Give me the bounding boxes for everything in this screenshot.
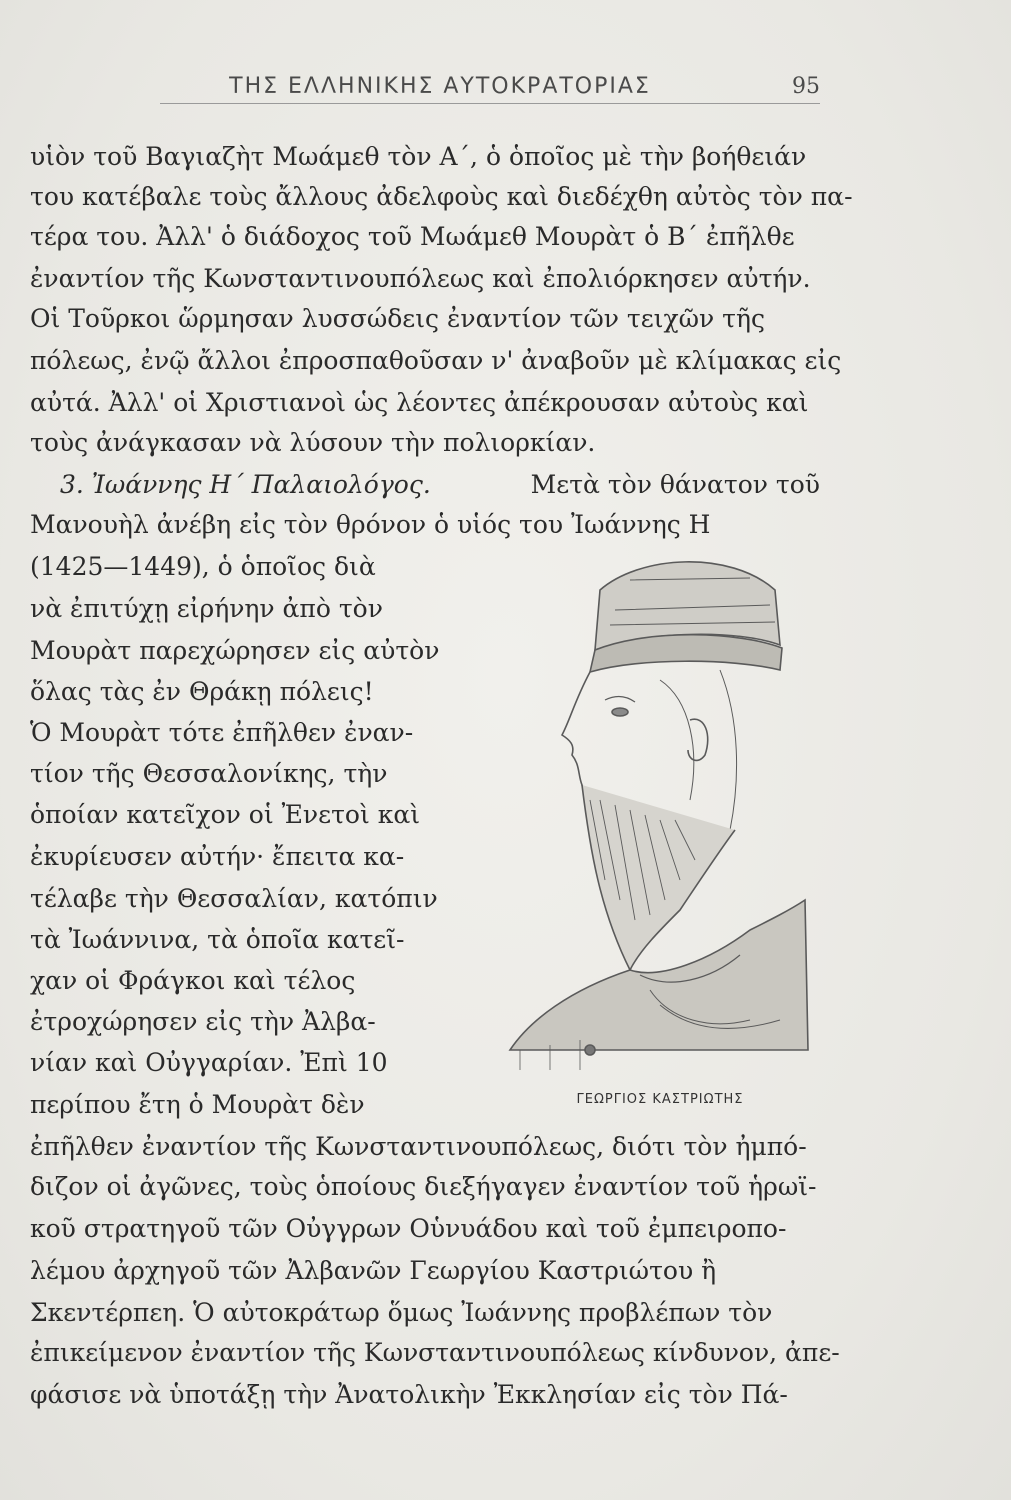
text-line: αὐτά. Ἀλλ' οἱ Χριστιανοὶ ὡς λέοντες ἀπέκρουσαν αὐτοὺς καὶ <box>30 388 809 417</box>
text-line: φάσισε νὰ ὑποτάξῃ τὴν Ἀνατολικὴν Ἐκκλησίαν εἰς τὸν Πά- <box>30 1380 788 1409</box>
section-first-line-text: Μετὰ τὸν θάνατον τοῦ <box>530 470 820 499</box>
text-line: Μανουὴλ ἀνέβη εἰς τὸν θρόνον ὁ υἱός του Ἰωάννης Η <box>30 510 711 539</box>
text-line: Σκεντέρπεη. Ὁ αὐτοκράτωρ ὅμως Ἰωάννης προβλέπων τὸν <box>30 1298 773 1327</box>
text-line: περίπου ἔτη ὁ Μουρὰτ δὲν <box>30 1090 365 1119</box>
text-line: ὁποίαν κατεῖχον οἱ Ἐνετοὶ καὶ <box>30 800 421 829</box>
text-line: τέλαβε τὴν Θεσσαλίαν, κατόπιν <box>30 884 438 913</box>
text-line: του κατέβαλε τοὺς ἄλλους ἀδελφοὺς καὶ διεδέχθη αὐτὸς τὸν πα- <box>30 182 853 211</box>
portrait-caption: ΓΕΩΡΓΙΟΣ ΚΑΣΤΡΙΩΤΗΣ <box>576 1092 744 1107</box>
text-line: διζον οἱ ἀγῶνες, τοὺς ὁποίους διεξήγαγεν ἐναντίον τοῦ ἡρωϊ- <box>30 1172 817 1201</box>
text-line: κοῦ στρατηγοῦ τῶν Οὐγγρων Οὑνυάδου καὶ τοῦ ἐμπειροπο- <box>30 1214 787 1243</box>
section-first-line <box>60 468 820 502</box>
text-line: Οἱ Τοῦρκοι ὥρμησαν λυσσώδεις ἐναντίον τῶν τειχῶν τῆς <box>30 304 765 333</box>
text-line: χαν οἱ Φράγκοι καὶ τέλος <box>30 966 356 995</box>
text-line: ἐπικείμενον ἐναντίον τῆς Κωνσταντινουπόλεως κίνδυνον, ἀπε- <box>30 1338 840 1367</box>
header-rule <box>160 103 820 104</box>
running-head-title: ΤΗΣ ΕΛΛΗΝΙΚΗΣ ΑΥΤΟΚΡΑΤΟΡΙΑΣ <box>229 74 651 99</box>
text-line: ἐπῆλθεν ἐναντίον τῆς Κωνσταντινουπόλεως, διότι τὸν ἠμπό- <box>30 1132 807 1161</box>
text-line: τοὺς ἀνάγκασαν νὰ λύσουν τὴν πολιορκίαν. <box>30 428 596 457</box>
text-line: τέρα του. Ἀλλ' ὁ διάδοχος τοῦ Μωάμεθ Μουρὰτ ὁ Β΄ ἐπῆλθε <box>30 222 795 251</box>
text-line: τίον τῆς Θεσσαλονίκης, τὴν <box>30 759 388 788</box>
text-line: ὅλας τὰς ἐν Θράκῃ πόλεις! <box>30 677 374 706</box>
text-line: Ὁ Μουρὰτ τότε ἐπῆλθεν ἐναν- <box>30 718 414 747</box>
text-line: νὰ ἐπιτύχῃ εἰρήνην ἀπὸ τὸν <box>30 594 383 623</box>
portrait-engraving <box>490 550 810 1080</box>
text-line: Μουρὰτ παρεχώρησεν εἰς αὐτὸν <box>30 636 440 665</box>
text-line: ἐναντίον τῆς Κωνσταντινουπόλεως καὶ ἐπολιόρκησεν αὐτήν. <box>30 264 811 293</box>
text-line: πόλεως, ἐνῷ ἄλλοι ἐπροσπαθοῦσαν ν' ἀναβοῦν μὲ κλίμακας εἰς <box>30 346 842 375</box>
text-line: (1425—1449), ὁ ὁποῖος διὰ <box>30 552 376 581</box>
section-heading: 3. Ἰωάννης Η΄ Παλαιολόγος. <box>60 470 431 499</box>
text-line: τὰ Ἰωάννινα, τὰ ὁποῖα κατεῖ- <box>30 925 405 954</box>
text-line: ἐτροχώρησεν εἰς τὴν Ἀλβα- <box>30 1007 376 1036</box>
text-line: λέμου ἀρχηγοῦ τῶν Ἀλβανῶν Γεωργίου Καστριώτου ἢ <box>30 1256 717 1285</box>
text-line: νίαν καὶ Οὐγγαρίαν. Ἐπὶ 10 <box>30 1048 388 1077</box>
text-line: υἱὸν τοῦ Βαγιαζὴτ Μωάμεθ τὸν Α΄, ὁ ὁποῖος μὲ τὴν βοήθειάν <box>30 142 807 171</box>
page-number: 95 <box>792 74 820 99</box>
text-line: ἐκυρίευσεν αὐτήν· ἔπειτα κα- <box>30 842 405 871</box>
running-header <box>140 74 820 110</box>
